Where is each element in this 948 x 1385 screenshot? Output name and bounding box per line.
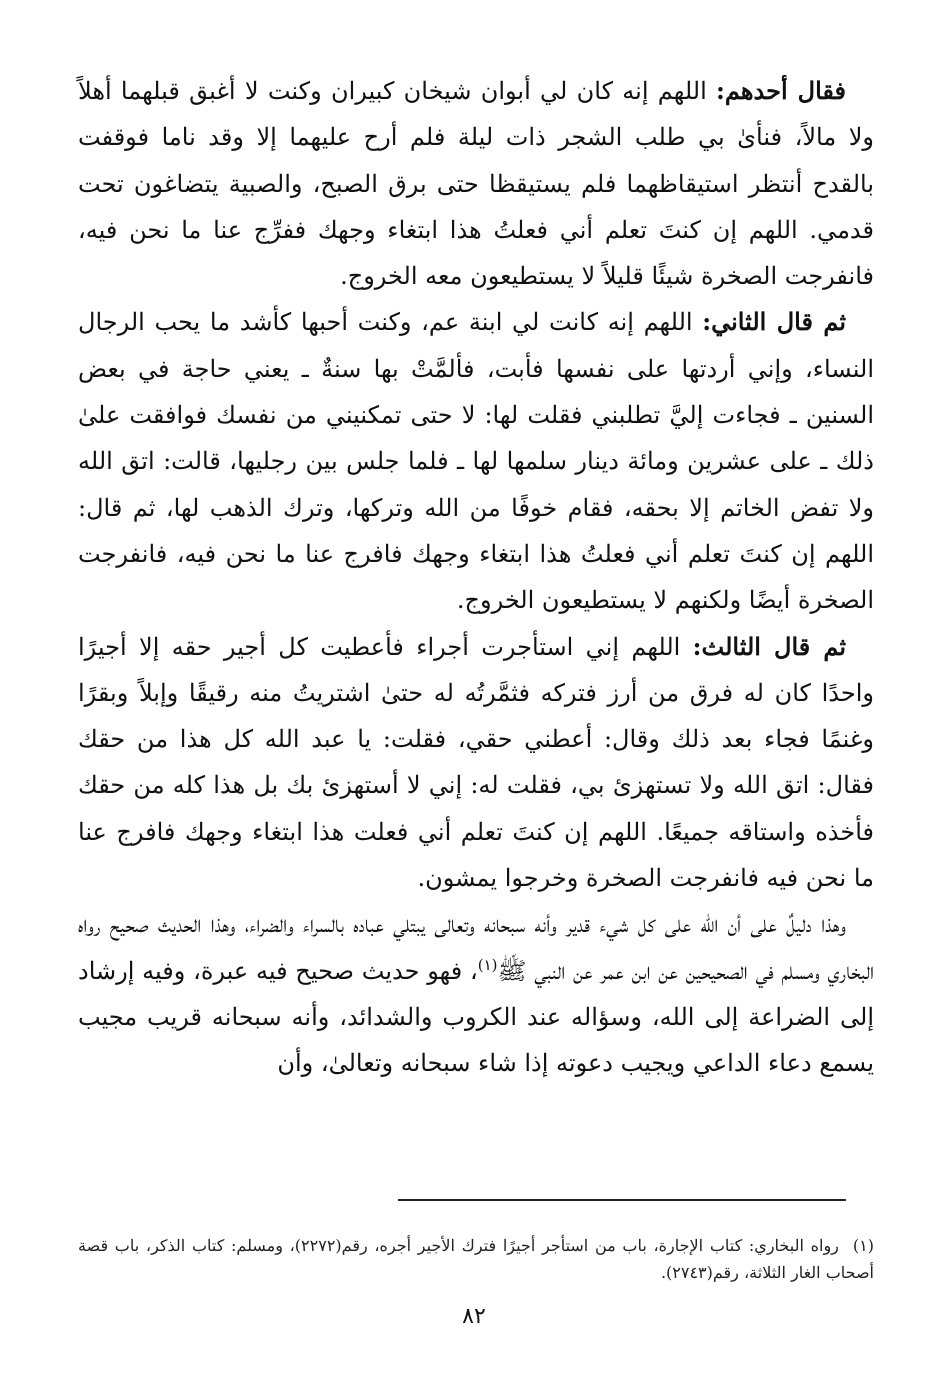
footnote-divider: [398, 1199, 846, 1201]
paragraph-body: ، فهو حديث صحيح فيه عبرة، وفيه إرشاد إلى الضراعة إلى الله، وسؤاله عند الكروب والشدائد، وأنه سبحانه قريب مجيب يسمع دعاء الداعي ويجيب دعوته إذا شاء سبحانه وتعالىٰ، وأن: [78, 956, 874, 1078]
paragraph-first-man: [78, 68, 874, 299]
paragraph-body: وهذا دليلٌ على أن الله على كل شيء قدير وأنه سبحانه وتعالى يبتلي عباده بالسراء والضراء، وهذا الحديث صحيح رواه البخاري ومسلم في الصحيحين عن ابن عمر عن النبي ﷺ: [78, 910, 874, 985]
paragraph-second-man: [78, 299, 874, 623]
paragraph-body: اللهم إني استأجرت أجراء فأعطيت كل أجير حقه إلا أجيرًا واحدًا كان له فرق من أرز فتركه فثمَّرتُه له حتىٰ اشتريتُ منه رقيقًا وإبلاً وبقرًا وغنمًا فجاء بعد ذلك وقال: أعطني حقي، فقلت: يا عبد الله كل هذا من حقك فقال: اتق الله ولا تستهزئ بي، فقلت له: إني لا أستهزئ بك بل هذا كله من حقك فأخذه واستاقه جميعًا. اللهم إن كنتَ تعلم أني فعلت هذا ابتغاء وجهك فافرج عنا ما نحن فيه فانفرجت الصخرة وخرجوا يمشون.: [78, 632, 874, 893]
paragraph-commentary: [78, 901, 874, 1086]
paragraph-body: اللهم إنه كان لي أبوان شيخان كبيران وكنت لا أغبق قبلهما أهلاً ولا مالاً، فنأىٰ بي طلب الشجر ذات ليلة فلم أرح عليهما إلا وقد ناما فوقفت بالقدح أنتظر استيقاظهما فلم يستيقظا حتى برق الصبح، والصبية يتضاغون تحت قدمي. اللهم إن كنتَ تعلم أني فعلتُ هذا ابتغاء وجهك ففرِّج عنا ما نحن فيه، فانفرجت الصخرة شيئًا قليلاً لا يستطيعون معه الخروج.: [78, 77, 874, 291]
main-text: [78, 68, 874, 1087]
paragraph-lead: ثم قال الثالث:: [692, 631, 846, 661]
paragraph-third-man: [78, 624, 874, 902]
paragraph-lead: فقال أحدهم:: [716, 76, 846, 105]
footnote-text: رواه البخاري: كتاب الإجارة، باب من استأجر أجيرًا فترك الأجير أجره، رقم(٢٢٧٢)، ومسلم: كتاب الذكر، باب قصة أصحاب الغار الثلاثة، رقم(٢٧٤٣).: [78, 1236, 874, 1282]
footnote-reference[interactable]: (١): [477, 955, 498, 974]
paragraph-body: اللهم إنه كانت لي ابنة عم، وكنت أحبها كأشد ما يحب الرجال النساء، وإني أردتها على نفسها فأبت، فألمَّتْ بها سنةٌ ـ يعني حاجة في بعض السنين ـ فجاءت إليَّ تطلبني فقلت لها: لا حتى تمكنيني من نفسك فوافقت علىٰ ذلك ـ على عشرين ومائة دينار سلمها لها ـ فلما جلس بين رجليها، قالت: اتق الله ولا تفض الخاتم إلا بحقه، فقام خوفًا من الله وتركها، وترك الذهب لها، ثم قال: اللهم إن كنتَ تعلم أني فعلتُ هذا ابتغاء وجهك فافرج عنا ما نحن فيه، فانفرجت الصخرة أيضًا ولكنهم لا يستطيعون الخروج.: [78, 308, 874, 615]
footnote-marker: (١): [852, 1236, 874, 1255]
footnote: [78, 1232, 874, 1286]
page-number: ٨٢: [462, 1304, 486, 1329]
paragraph-lead: ثم قال الثاني:: [702, 307, 846, 337]
